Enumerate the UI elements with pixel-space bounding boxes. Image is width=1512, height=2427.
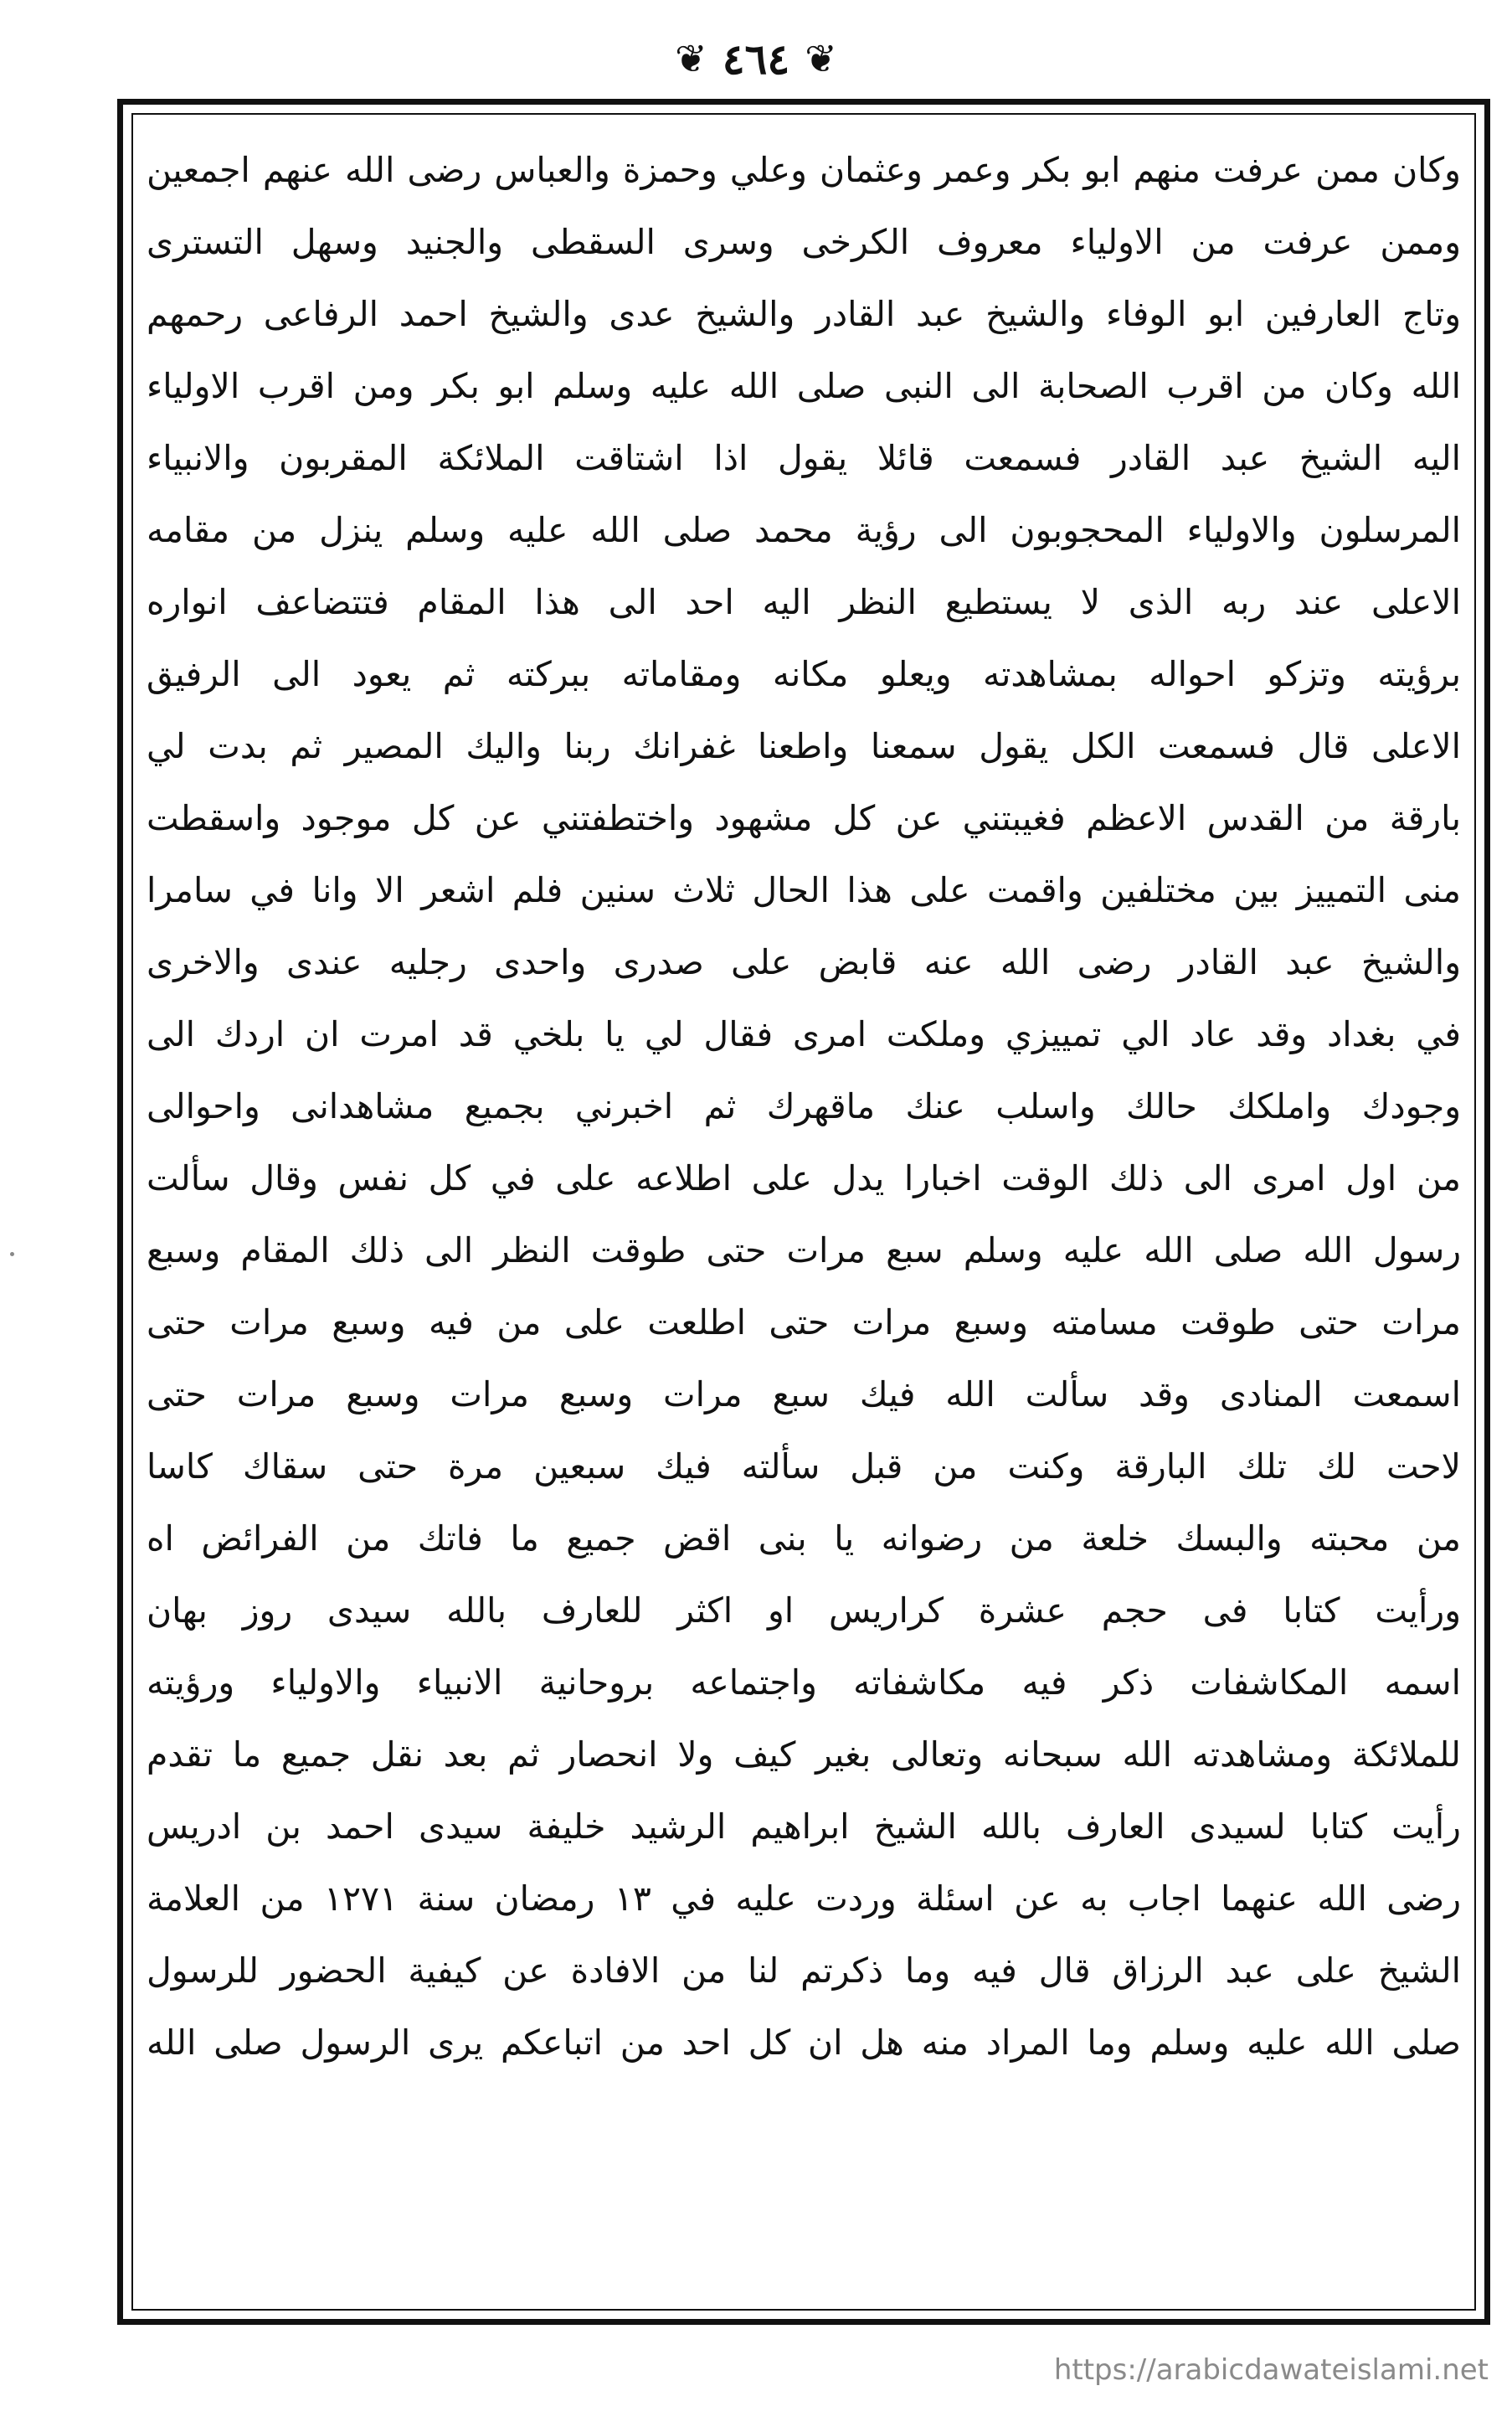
text-line: الله وكان من اقرب الصحابة الى النبى صلى الله عليه وسلم ابو بكر ومن اقرب الاولياء <box>147 366 1461 406</box>
text-line: منى التمييز بين مختلفين واقمت على هذا الحال ثلاث سنين فلم اشعر الا وانا في سامرا <box>147 870 1461 910</box>
text-line: لاحت لك تلك البارقة وكنت من قبل سألته فيك سبعين مرة حتى سقاك كاسا <box>147 1446 1461 1487</box>
text-line: رأيت كتابا لسيدى العارف بالله الشيخ ابراهيم الرشيد خليفة سيدى احمد بن ادريس <box>147 1806 1461 1847</box>
text-line: اسمه المكاشفات ذكر فيه مكاشفاته واجتماعه بروحانية الانبياء والاولياء ورؤيته <box>147 1662 1461 1703</box>
text-line: ورأيت كتابا فى حجم عشرة كراريس او اكثر للعارف بالله سيدى روز بهان <box>147 1590 1461 1631</box>
text-line: وكان ممن عرفت منهم ابو بكر وعمر وعثمان وعلي وحمزة والعباس رضى الله عنهم اجمعين <box>147 150 1461 190</box>
text-line: صلى الله عليه وسلم وما المراد منه هل ان كل احد من اتباعكم يرى الرسول صلى الله <box>147 2022 1461 2063</box>
text-line: برؤيته وتزكو احواله بمشاهدته ويعلو مكانه ومقاماته ببركته ثم يعود الى الرفيق <box>147 654 1461 694</box>
page-number: ٤٦٤ <box>722 33 790 84</box>
text-line: اليه الشيخ عبد القادر فسمعت قائلا يقول اذا اشتاقت الملائكة المقربون والانبياء <box>147 438 1461 478</box>
body-text <box>147 134 1461 2311</box>
floral-ornament-icon: ❦ <box>805 36 837 81</box>
source-watermark-url: https://arabicdawateislami.net <box>1053 2353 1489 2387</box>
text-line: الشيخ على عبد الرزاق قال فيه وما ذكرتم لنا من الافادة عن كيفية الحضور للرسول <box>147 1950 1461 1991</box>
text-line: الاعلى قال فسمعت الكل يقول سمعنا واطعنا غفرانك ربنا واليك المصير ثم بدت لي <box>147 726 1461 766</box>
page-header <box>0 25 1512 92</box>
text-line: من محبته والبسك خلعة من رضوانه يا بنى اقض جميع ما فاتك من الفرائض اه <box>147 1518 1461 1559</box>
text-line: رضى الله عنهما اجاب به عن اسئلة وردت عليه في ١٣ رمضان سنة ١٢٧١ من العلامة <box>147 1878 1461 1919</box>
text-line: للملائكة ومشاهدته الله سبحانه وتعالى بغير كيف ولا انحصار ثم بعد نقل جميع ما تقدم <box>147 1734 1461 1775</box>
text-line: المرسلون والاولياء المحجوبون الى رؤية محمد صلى الله عليه وسلم ينزل من مقامه <box>147 510 1461 550</box>
text-line: رسول الله صلى الله عليه وسلم سبع مرات حتى طوقت النظر الى ذلك المقام وسبع <box>147 1230 1461 1270</box>
text-line: وجودك واملكك حالك واسلب عنك ماقهرك ثم اخبرني بجميع مشاهدانى واحوالى <box>147 1086 1461 1126</box>
text-line: في بغداد وقد عاد الي تمييزي وملكت امرى فقال لي يا بلخي قد امرت ان اردك الى <box>147 1014 1461 1054</box>
text-line: والشيخ عبد القادر رضى الله عنه قابض على صدرى واحدى رجليه عندى والاخرى <box>147 942 1461 982</box>
text-line: وممن عرفت من الاولياء معروف الكرخى وسرى السقطى والجنيد وسهل التسترى <box>147 222 1461 262</box>
text-line: وتاج العارفين ابو الوفاء والشيخ عبد القادر والشيخ عدى والشيخ احمد الرفاعى رحمهم <box>147 294 1461 334</box>
text-line: الاعلى عند ربه الذى لا يستطيع النظر اليه احد الى هذا المقام فتتضاعف انواره <box>147 582 1461 622</box>
text-line: بارقة من القدس الاعظم فغيبتني عن كل مشهود واختطفتني عن كل موجود واسقطت <box>147 798 1461 838</box>
margin-mark <box>10 1252 14 1256</box>
floral-ornament-icon: ❦ <box>675 36 707 81</box>
text-line: اسمعت المنادى وقد سألت الله فيك سبع مرات وسبع مرات وسبع مرات حتى <box>147 1374 1461 1414</box>
text-line: من اول امرى الى ذلك الوقت اخبارا يدل على اطلاعه على في كل نفس وقال سألت <box>147 1158 1461 1198</box>
text-line: مرات حتى طوقت مسامته وسبع مرات حتى اطلعت على من فيه وسبع مرات حتى <box>147 1302 1461 1342</box>
